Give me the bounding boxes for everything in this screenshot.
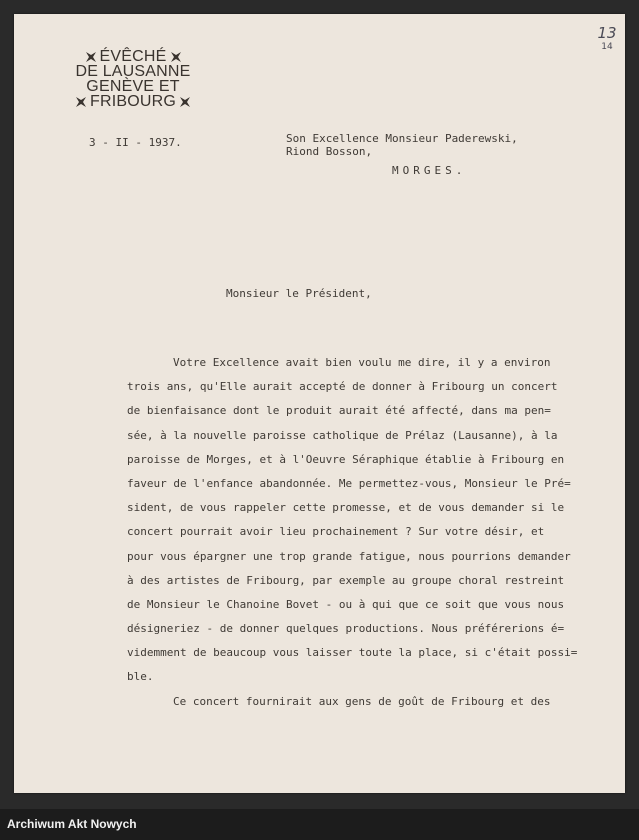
body-line: sée, à la nouvelle paroisse catholique de Prélaz (Lausanne), à la <box>127 428 558 442</box>
letterhead-line-1 <box>58 49 208 64</box>
body-line: trois ans, qu'Elle aurait accepté de donner à Fribourg un concert <box>127 380 558 394</box>
body-line: videmment de beaucoup vous laisser toute la place, si c'était possi= <box>127 646 578 660</box>
archive-label: Archiwum Akt Nowych <box>7 817 137 831</box>
body-line: pour vous épargner une trop grande fatigue, nous pourrions demander <box>127 549 571 563</box>
maltese-cross-icon <box>85 51 97 63</box>
letterhead-geneve: GENÈVE ET <box>86 78 180 95</box>
body-line: ble. <box>127 670 154 684</box>
folio-secondary: 14 <box>601 42 613 52</box>
maltese-cross-icon <box>170 51 182 63</box>
body-line: sident, de vous rappeler cette promesse, et de vous demander si le <box>127 501 565 515</box>
maltese-cross-icon <box>75 96 87 108</box>
recipient-address: Riond Bosson, <box>286 145 373 158</box>
letter-body <box>127 351 597 714</box>
maltese-cross-icon <box>179 96 191 108</box>
folio-primary: 13 <box>597 24 617 42</box>
letterhead-eveche: ÉVÊCHÉ <box>99 48 167 65</box>
letterhead <box>58 49 208 109</box>
body-line: désigneriez - de donner quelques productions. Nous préférerions é= <box>127 622 565 636</box>
body-line: concert pourrait avoir lieu prochainement ? Sur votre désir, et <box>127 525 545 539</box>
letterhead-lausanne: DE LAUSANNE <box>75 63 191 80</box>
archive-footer <box>0 809 639 840</box>
body-line: à des artistes de Fribourg, par exemple au groupe choral restreint <box>127 573 565 587</box>
body-line: de Monsieur le Chanoine Bovet - ou à qui que ce soit que vous nous <box>127 597 565 611</box>
body-line: Ce concert fournirait aux gens de goût de Fribourg et des <box>173 694 551 708</box>
body-line: de bienfaisance dont le produit aurait été affecté, dans ma pen= <box>127 404 551 418</box>
folio-number <box>593 26 621 52</box>
body-line: Votre Excellence avait bien voulu me dire, il y a environ <box>173 356 551 369</box>
salutation: Monsieur le Président, <box>226 287 372 300</box>
letterhead-line-4 <box>58 94 208 109</box>
recipient-name: Son Excellence Monsieur Paderewski, <box>286 132 518 145</box>
body-line: paroisse de Morges, et à l'Oeuvre Séraphique établie à Fribourg en <box>127 452 565 466</box>
letterhead-fribourg: FRIBOURG <box>89 93 177 110</box>
letter-page <box>14 14 625 793</box>
recipient-city: MORGES. <box>392 164 467 177</box>
letter-date: 3 - II - 1937. <box>89 136 182 149</box>
body-line: faveur de l'enfance abandonnée. Me permettez-vous, Monsieur le Pré= <box>127 476 571 490</box>
letterhead-line-3 <box>58 79 208 94</box>
letterhead-line-2 <box>58 64 208 79</box>
